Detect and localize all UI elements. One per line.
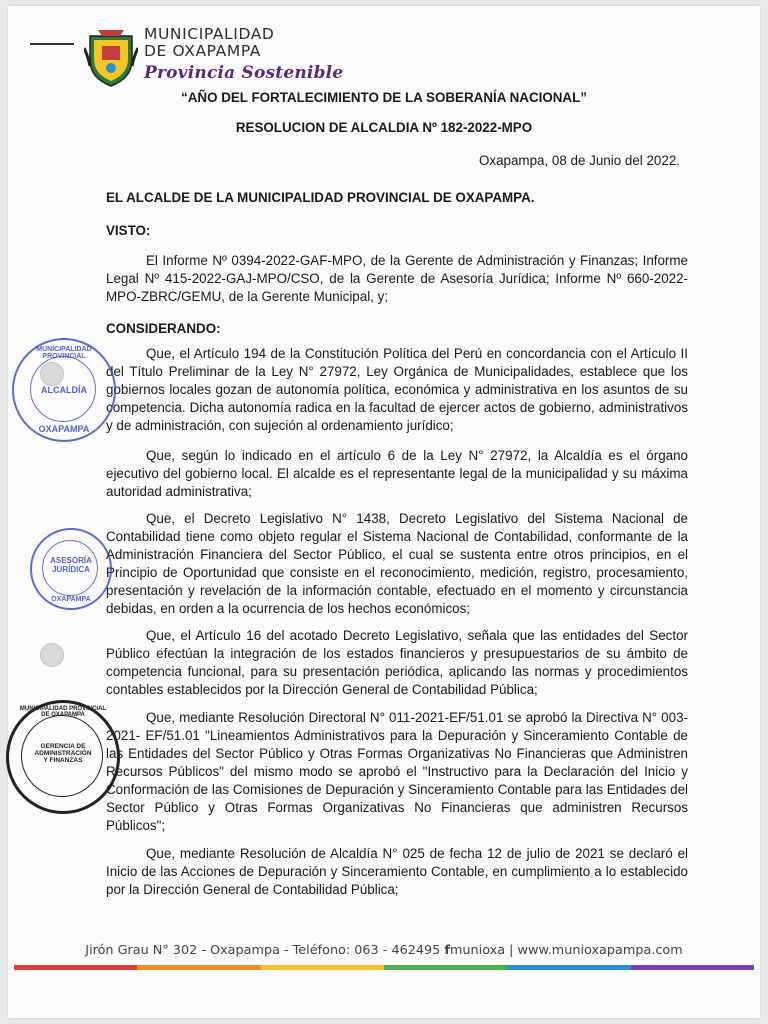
stripe-segment: [507, 965, 630, 970]
year-motto: “AÑO DEL FORTALECIMIENTO DE LA SOBERANÍA NACIONAL”: [181, 90, 587, 105]
footer-website[interactable]: www.munioxapampa.com: [517, 943, 683, 958]
pen-mark: [30, 43, 74, 45]
alcaldia-stamp: [12, 338, 116, 442]
tagline: Provincia Sostenible: [144, 63, 344, 83]
municipal-crest-logo: [84, 26, 138, 90]
considerando-heading: CONSIDERANDO:: [106, 321, 221, 336]
asesoria-juridica-stamp: [30, 528, 112, 610]
footer-separator: |: [509, 943, 514, 958]
seal-top-text: MUNICIPALIDAD PROVINCIAL DE OXAPAMPA: [19, 706, 107, 718]
visto-heading: VISTO:: [106, 223, 151, 238]
letterhead: [84, 26, 343, 90]
considerando-paragraph: Que, según lo indicado en el artículo 6 de la Ley N° 27972, la Alcaldía es el órgano ejecutivo del gobierno local. El alcalde es el representante legal de la municipalidad y su máxima autoridad administrativa;: [106, 448, 688, 499]
resolution-number: RESOLUCION DE ALCALDIA Nº 182-2022-MPO: [235, 120, 533, 135]
footer: [0, 943, 768, 958]
footer-color-stripe: [14, 965, 754, 970]
stamp-center-text: ALCALDÍA: [41, 385, 87, 395]
gerencia-administracion-seal: [6, 700, 120, 814]
stripe-segment: [14, 965, 137, 970]
stripe-segment: [631, 965, 754, 970]
considerando-paragraph: Que, mediante Resolución de Alcaldía N° 025 de fecha 12 de julio de 2021 se declaró el Inicio de las Acciones de Depuración y Sinceramiento Contable, en cumplimiento a lo establecido por la Dirección General de Contabilidad Pública;: [106, 846, 688, 897]
letterhead-text: [144, 26, 343, 83]
footer-social: munioxa: [449, 943, 506, 958]
stripe-segment: [261, 965, 384, 970]
org-name-line2: DE OXAPAMPA: [144, 42, 261, 60]
considerando-paragraph: Que, el Decreto Legislativo N° 1438, Decreto Legislativo del Sistema Nacional de Contabilidad tiene como objeto regular el Sistema Nacional de Contabilidad, conformante de la Administración Financiera del Sector Público, el cual se sustenta entre otros principios, en el Principio de Oportunidad que consiste en el reconocimiento, medición, registro, procesamiento, presentación y revelación de la información contable, efectuado en el momento y circunstancia debidas, en orden a la ocurrencia de los hechos económicos;: [106, 511, 688, 616]
stripe-segment: [137, 965, 260, 970]
stamp-bottom-text: OXAPAMPA: [38, 424, 90, 434]
footer-address: Jirón Grau N° 302 - Oxapampa - Teléfono: 063 - 462495: [85, 943, 441, 958]
stripe-segment: [384, 965, 507, 970]
stamp-top-text: MUNICIPALIDAD PROVINCIAL: [36, 346, 92, 360]
authority-line: EL ALCALDE DE LA MUNICIPALIDAD PROVINCIAL DE OXAPAMPA.: [106, 190, 535, 205]
stamp-bottom-text: OXAPAMPA: [51, 596, 91, 603]
considerando-paragraph: Que, mediante Resolución Directoral N° 011-2021-EF/51.01 se aprobó la Directiva N° 003-2021- EF/51.01 "Lineamientos Administrativos para la Depuración y Sinceramiento Contable de las Entidades del Sector Público y Otras Formas Organizativas No Financieras que Administren Recursos Públicos" del mismo modo se aprobó el "Instructivo para la Declaración del Inicio y Conformación de las Comisiones de Depuración y Sinceramiento Contable para las Entidades del Sector Público y Otras Formas Organizativas No Financieras que administren Recursos Públicos";: [106, 710, 688, 833]
document-date: Oxapampa, 08 de Junio del 2022.: [478, 153, 680, 168]
considerando-paragraph: Que, el Artículo 194 de la Constitución Política del Perú en concordancia con el Artículo II del Título Preliminar de la Ley N° 27972, Ley Orgánica de Municipalidades, establece que los gobiernos locales gozan de autonomía política, económica y administrativa en los asuntos de su competencia. Dicha autonomía radica en la facultad de ejercer actos de gobierno, administrativos y de administración, con sujeción al ordenamiento jurídico;: [106, 346, 688, 433]
visto-text: El Informe Nº 0394-2022-GAF-MPO, de la Gerente de Administración y Finanzas; Informe Legal Nº 415-2022-GAJ-MPO/CSO, de la Gerente de Asesoría Jurídica; Informe Nº 660-2022-MPO-ZBRC/GEMU, de la Gerente Municipal, y;: [106, 253, 688, 304]
facebook-icon: f: [444, 943, 450, 958]
stamp-center-text: ASESORÍA JURÍDICA: [50, 556, 92, 574]
seal-center-text: GERENCIA DE ADMINISTRACIÓN Y FINANZAS: [34, 743, 92, 764]
org-name-line1: MUNICIPALIDAD: [144, 25, 275, 43]
punch-hole: [40, 643, 64, 667]
considerando-paragraph: Que, el Artículo 16 del acotado Decreto Legislativo, señala que las entidades del Sector Público efectúan la integración de los estados financieros y presupuestarios de su ámbito de competencia funcional, para su presentación periódica, aplicando las normas y procedimientos contables establecidos por la Dirección General de Contabilidad Pública;: [106, 628, 688, 697]
